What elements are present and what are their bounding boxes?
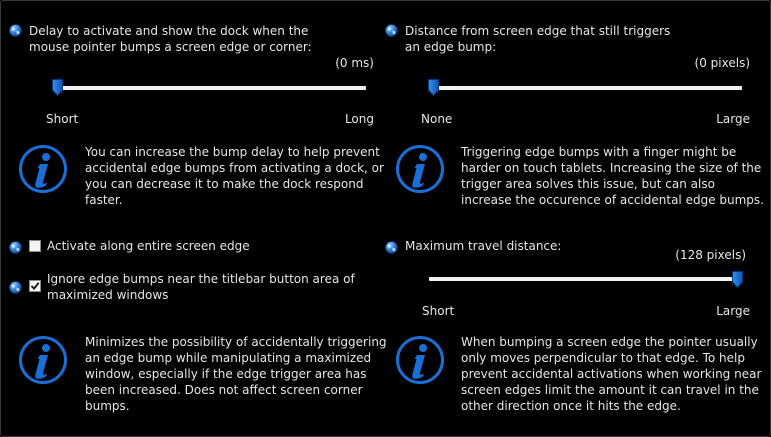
edge-distance-value: (0 pixels) (694, 56, 750, 70)
travel-distance-label: Maximum travel distance: (405, 239, 562, 253)
info-icon (395, 335, 445, 385)
info-icon (18, 144, 68, 194)
info-line: accidental edge bumps from activating a dock, or (85, 161, 384, 175)
info-line: an edge bump while manipulating a maximized (85, 351, 372, 365)
globe-icon (9, 24, 22, 37)
info-line: screen edges limit the amount it can travel in the (461, 383, 759, 397)
ignore-titlebar-checkbox[interactable] (29, 280, 41, 292)
info-line: window, especially if the edge trigger area has (85, 367, 367, 381)
slider-thumb[interactable] (428, 79, 439, 96)
globe-icon (9, 281, 22, 294)
travel-distance-info-text (461, 334, 761, 414)
info-icon (18, 335, 68, 385)
edge-distance-max-label: Large (716, 112, 750, 126)
bump-delay-info-text (85, 144, 384, 208)
globe-icon (385, 24, 398, 37)
entire-edge-label[interactable]: Activate along entire screen edge (47, 239, 250, 253)
info-line: Minimizes the possibility of accidentally triggering (85, 335, 387, 349)
info-line: You can increase the bump delay to help prevent (85, 145, 380, 159)
info-line: you can decrease it to make the dock respond (85, 177, 364, 191)
info-line: bumps. (85, 399, 130, 413)
bump-delay-min-label: Short (46, 112, 79, 126)
slider-thumb[interactable] (52, 79, 63, 96)
ignore-titlebar-info-text (85, 334, 387, 414)
info-line: harder on touch tablets. Increasing the size of the (461, 161, 762, 175)
travel-distance-min-label: Short (422, 304, 455, 318)
info-line: Triggering edge bumps with a finger might be (461, 145, 737, 159)
travel-distance-value: (128 pixels) (675, 248, 746, 262)
globe-icon (9, 241, 22, 254)
info-line: been increased. Does not affect screen corner (85, 383, 363, 397)
bump-delay-label-line1: Delay to activate and show the dock when the (29, 24, 309, 38)
slider-track[interactable] (429, 86, 742, 90)
info-line: other direction once it hits the edge. (461, 399, 681, 413)
info-icon (395, 144, 445, 194)
info-line: prevent accidental activations when working near (461, 367, 762, 381)
ignore-titlebar-label-line1[interactable]: Ignore edge bumps near the titlebar button area of (47, 272, 355, 286)
info-line: only moves perpendicular to that edge. To help (461, 351, 745, 365)
info-line: faster. (85, 193, 123, 207)
edge-distance-label-line1: Distance from screen edge that still triggers (405, 24, 671, 38)
slider-thumb[interactable] (732, 271, 743, 288)
slider-track[interactable] (53, 86, 366, 90)
globe-icon (385, 241, 398, 254)
info-line: When bumping a screen edge the pointer usually (461, 335, 758, 349)
info-line: trigger area solves this issue, but can also (461, 177, 715, 191)
ignore-titlebar-label-line2[interactable]: maximized windows (47, 288, 169, 302)
info-line: increase the occurence of accidental edge bumps. (461, 193, 764, 207)
travel-distance-max-label: Large (716, 304, 750, 318)
edge-distance-label-line2: an edge bump: (405, 40, 497, 54)
edge-distance-info-text (461, 144, 764, 208)
bump-delay-value: (0 ms) (335, 56, 374, 70)
checkmark-icon (30, 281, 40, 291)
bump-delay-label-line2: mouse pointer bumps a screen edge or corner: (29, 40, 312, 54)
edge-distance-min-label: None (421, 112, 453, 126)
bump-delay-max-label: Long (344, 112, 374, 126)
slider-track[interactable] (429, 277, 742, 281)
entire-edge-checkbox[interactable] (29, 240, 41, 252)
